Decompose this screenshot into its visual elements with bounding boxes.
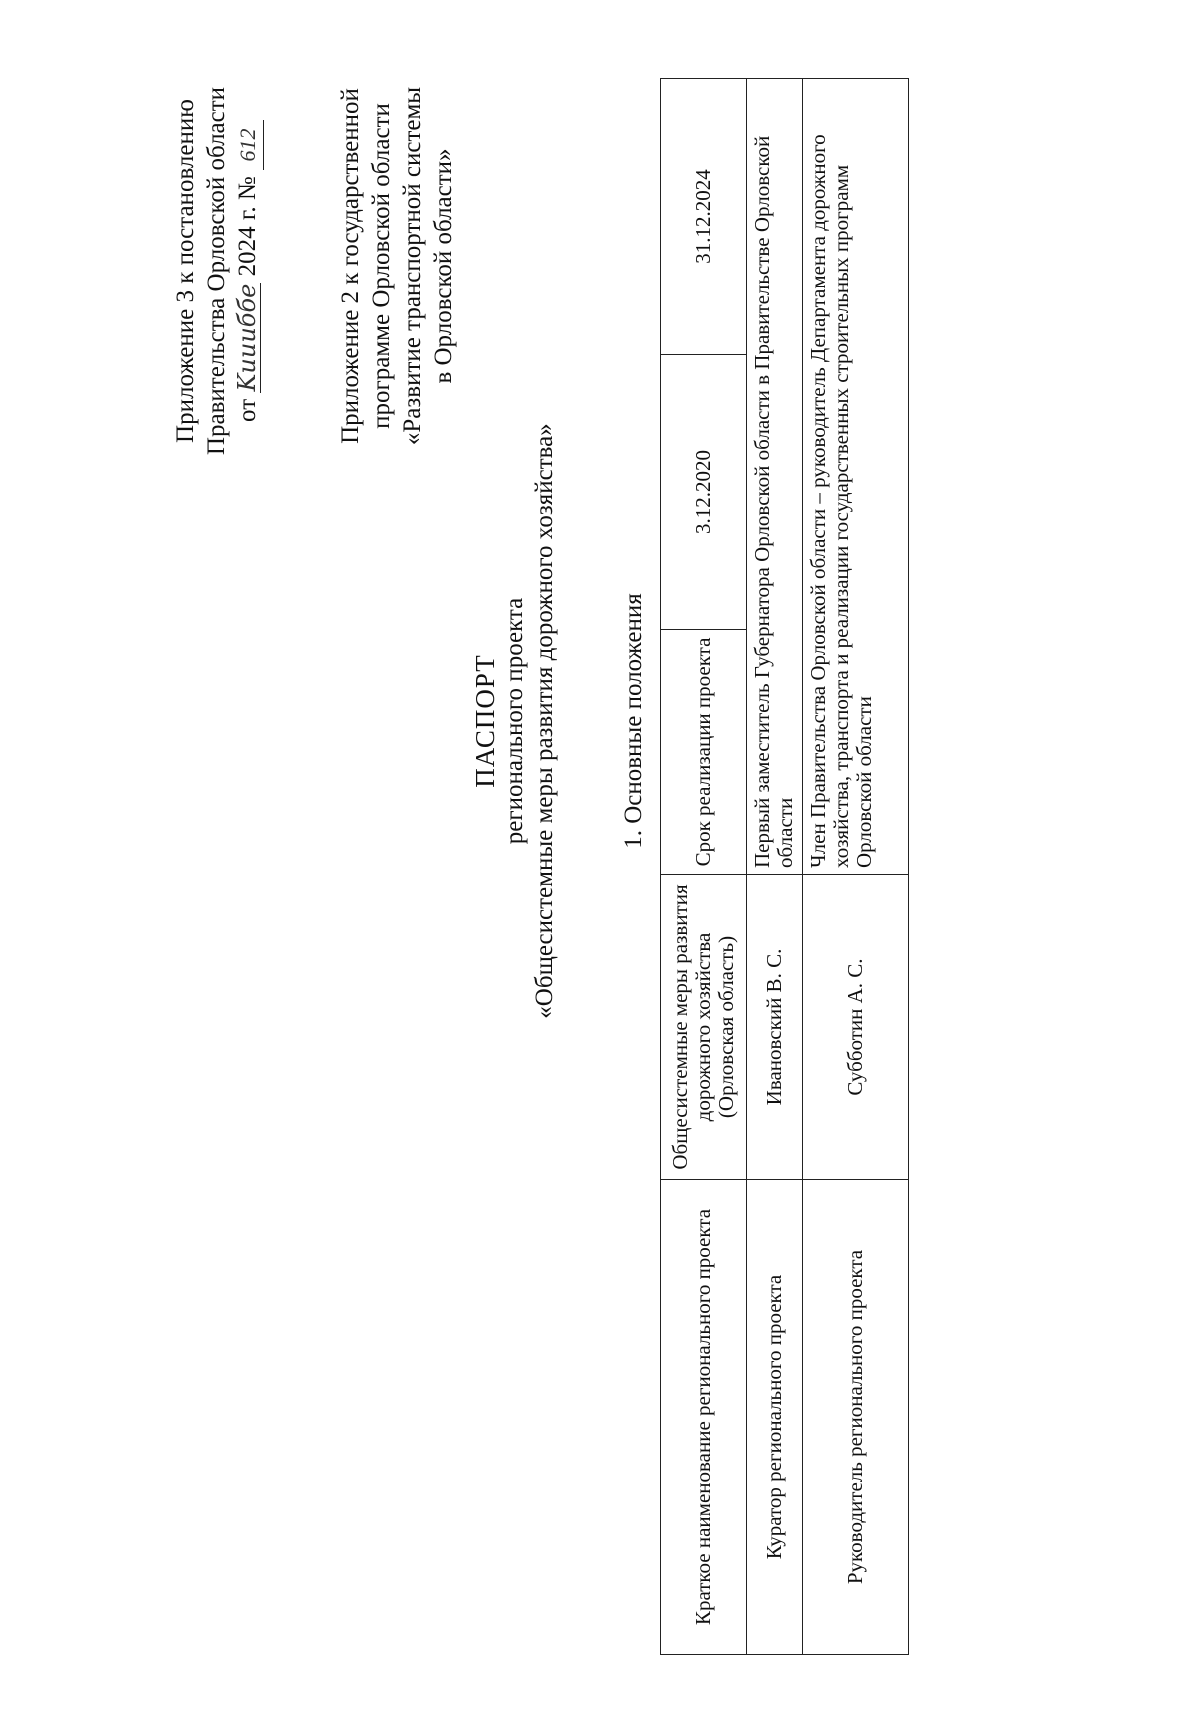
handwritten-number: 612	[232, 120, 264, 170]
appendix-2-block	[335, 56, 459, 476]
approval-from-prefix: от	[234, 398, 261, 422]
approval-line-1: Приложение 3 к постановлению	[172, 99, 199, 443]
appendix2-line-3: «Развитие транспортной системы	[399, 86, 426, 446]
table-row	[803, 79, 909, 1655]
short-name-label: Краткое наименование регионального проекта	[661, 1180, 747, 1655]
handwritten-date: Kиииббe	[233, 283, 261, 392]
head-name: Субботин А. С.	[803, 875, 909, 1180]
project-name: «Общесистемные меры развития дорожного хозяйства»	[531, 423, 558, 1019]
table-row	[661, 79, 747, 1655]
approval-year-text: 2024 г. №	[234, 176, 261, 277]
basic-provisions-table	[660, 78, 909, 1655]
curator-name: Ивановский В. С.	[747, 875, 803, 1180]
term-end: 31.12.2024	[661, 79, 747, 355]
appendix2-line-4: в Орловской области»	[430, 148, 457, 384]
curator-position: Первый заместитель Губернатора Орловской области в Правительстве Орловской области	[747, 79, 803, 875]
passport-subtitle: регионального проекта	[501, 597, 528, 845]
table-row	[747, 79, 803, 1655]
approval-stamp-block	[170, 51, 264, 491]
passport-title-block	[470, 311, 560, 1131]
term-label: Срок реализации проекта	[661, 630, 747, 875]
section-title: 1. Основные положения	[620, 593, 647, 849]
appendix2-line-1: Приложение 2 к государственной	[337, 88, 364, 444]
term-start: 3.12.2020	[661, 355, 747, 630]
appendix2-line-2: программе Орловской области	[368, 103, 395, 429]
curator-label: Куратор регионального проекта	[747, 1180, 803, 1655]
approval-date-line	[232, 51, 264, 491]
head-position: Член Правительства Орловской области – руководитель Департамента дорожного хозяйства, транспорта и реализации государственных строительных программ Орловской области	[803, 79, 909, 875]
passport-title: ПАСПОРТ	[470, 654, 500, 788]
approval-line-2: Правительства Орловской области	[203, 86, 230, 456]
head-label: Руководитель регионального проекта	[803, 1180, 909, 1655]
short-name-value: Общесистемные меры развития дорожного хозяйства (Орловская область)	[661, 875, 747, 1180]
